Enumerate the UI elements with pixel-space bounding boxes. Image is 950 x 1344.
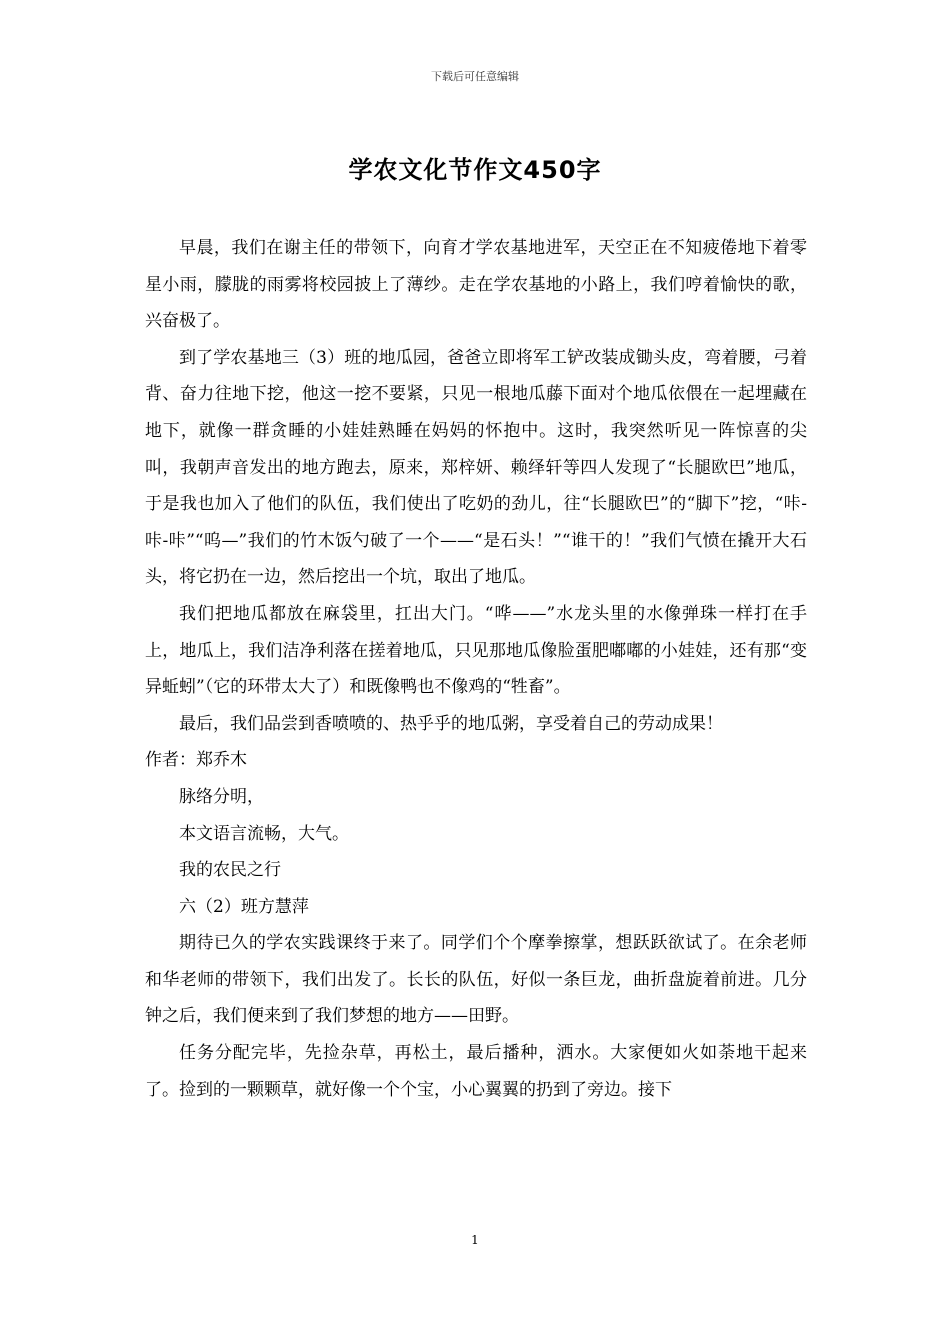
paragraph-digging: 到了学农基地三（3）班的地瓜园，爸爸立即将军工铲改装成锄头皮，弯着腰，弓着背、奋力往地下挖，他这一挖不要紧，只见一根地瓜藤下面对个地瓜依偎在一起埋藏在地下，就像一群贪睡的小娃娃熟睡在妈妈的怀抱中。这时，我突然听见一阵惊喜的尖叫，我朝声音发出的地方跑去，原来，郑梓妍、赖绎轩等四人发现了“长腿欧巴”地瓜，于是我也加入了他们的队伍，我们使出了吃奶的劲儿，往“长腿欧巴”的“脚下”挖，“咔-咔-咔”“呜—”我们的竹木饭勺破了一个——“是石头！”“谁干的！”我们气愤在撬开大石头，将它扔在一边，然后挖出一个坑，取出了地瓜。 bbox=[145, 347, 807, 588]
document-title: 学农文化节作文450字 bbox=[348, 156, 602, 184]
author-line: 作者：郑乔木 bbox=[145, 750, 247, 771]
paragraph-departure: 期待已久的学农实践课终于来了。同学们个个摩拳擦掌，想跃跃欲试了。在余老师和华老师的带领下，我们出发了。长长的队伍，好似一条巨龙，曲折盘旋着前进。几分钟之后，我们便来到了我们梦想的地方——田野。 bbox=[145, 933, 807, 1027]
comment-line-2: 本文语言流畅，大气。 bbox=[179, 823, 349, 844]
paragraph-tasting: 最后，我们品尝到香喷喷的、热乎乎的地瓜粥，享受着自己的劳动成果！ bbox=[179, 713, 723, 734]
header-note: 下载后可任意编辑 bbox=[431, 70, 519, 83]
paragraph-washing: 我们把地瓜都放在麻袋里，扛出大门。“哗——”水龙头里的水像弹珠一样打在手上，地瓜上，我们洁净利落在搓着地瓜，只见那地瓜像脸蛋肥嘟嘟的小娃娃，还有那“变异蚯蚓”（它的环带太大了）和既像鸭也不像鸡的“牲畜”。 bbox=[145, 603, 807, 698]
page-number: 1 bbox=[471, 1233, 479, 1247]
paragraph-tasks: 任务分配完毕，先捡杂草，再松土，最后播种，洒水。大家便如火如荼地干起来了。捡到的一颗颗草，就好像一个个宝，小心翼翼的扔到了旁边。接下 bbox=[145, 1043, 807, 1100]
second-essay-author: 六（2）班方慧萍 bbox=[179, 896, 309, 917]
second-essay-title: 我的农民之行 bbox=[179, 860, 281, 881]
comment-line-1: 脉络分明， bbox=[179, 786, 264, 807]
paragraph-morning: 早晨，我们在谢主任的带领下，向育才学农基地进军，天空正在不知疲倦地下着零星小雨，朦胧的雨雾将校园披上了薄纱。走在学农基地的小路上，我们哼着愉快的歌，兴奋极了。 bbox=[145, 238, 807, 332]
document-body bbox=[145, 230, 807, 1108]
